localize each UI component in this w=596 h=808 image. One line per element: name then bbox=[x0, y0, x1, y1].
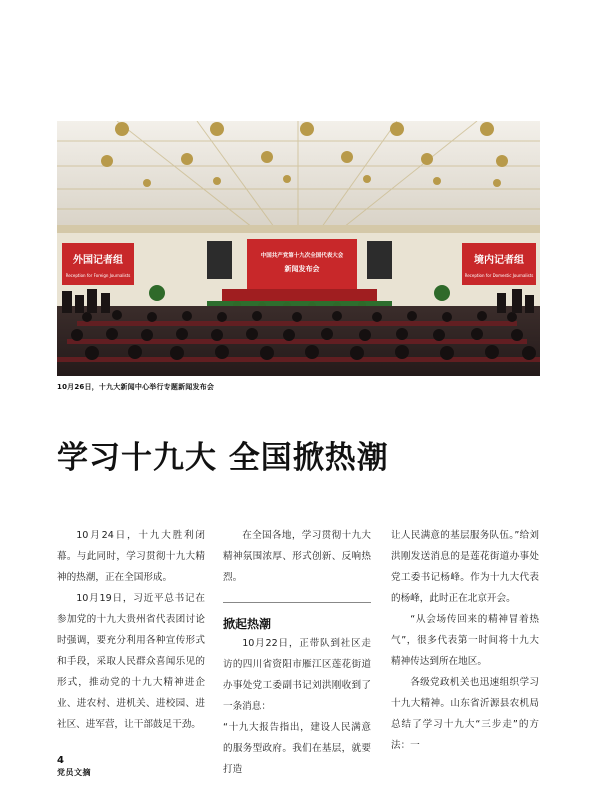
left-banner-subtitle: Reception for Foreign Journalists bbox=[65, 273, 131, 278]
text-column-2 bbox=[223, 525, 371, 780]
page-number: 4 bbox=[57, 755, 64, 766]
right-banner-subtitle: Reception for Domestic Journalists bbox=[464, 273, 534, 278]
paragraph: 10月19日，习近平总书记在参加党的十九大贵州省代表团讨论时强调，要充分利用各种宣传形式和手段，采取人民群众喜闻乐见的形式，推动党的十九大精神进企业、进农村、进机关、进校园、进社区、进军营，让干部鼓足干劲。 bbox=[57, 593, 205, 730]
press-conference-photo bbox=[57, 121, 540, 376]
paragraph: “十九大报告指出，建设人民满意的服务型政府。我们在基层，就要打造 bbox=[223, 722, 371, 775]
paragraph: “从会场传回来的精神冒着热气”，很多代表第一时间将十九大精神传达到所在地区。 bbox=[391, 614, 539, 667]
photo-caption: 10月26日，十九大新闻中心举行专题新闻发布会 bbox=[57, 383, 215, 391]
paragraph: 在全国各地，学习贯彻十九大精神氛围浓厚、形式创新、反响热烈。 bbox=[223, 530, 371, 583]
section-subhead: 掀起热潮 bbox=[223, 617, 272, 631]
magazine-logo: 党员文摘 bbox=[57, 767, 91, 777]
left-banner-title: 外国记者组 bbox=[73, 255, 123, 266]
right-banner-title: 境内记者组 bbox=[474, 255, 524, 266]
text-column-1 bbox=[57, 525, 205, 735]
text-column-3 bbox=[391, 525, 539, 756]
paragraph: 各级党政机关也迅速组织学习十九大精神。山东省沂源县农机局总结了学习十九大“三步走”的方法：一 bbox=[391, 677, 539, 751]
section-divider bbox=[223, 602, 371, 603]
photo-illustration bbox=[57, 121, 540, 376]
paragraph: 让人民满意的基层服务队伍。”给刘洪刚发送消息的是莲花街道办事处党工委书记杨峰。作为十九大代表的杨峰，此时正在北京开会。 bbox=[391, 530, 539, 604]
paragraph: 10月24日，十九大胜利闭幕。与此同时，学习贯彻十九大精神的热潮，正在全国形成。 bbox=[57, 530, 205, 583]
center-banner-line1: 中国共产党第十九次全国代表大会 bbox=[260, 253, 344, 259]
article-headline: 学习十九大 全国掀热潮 bbox=[57, 440, 389, 476]
center-banner-line2: 新闻发布会 bbox=[284, 264, 320, 273]
paragraph: 10月22日，正带队到社区走访的四川省资阳市雁江区莲花街道办事处党工委副书记刘洪刚收到了一条消息： bbox=[223, 638, 371, 712]
